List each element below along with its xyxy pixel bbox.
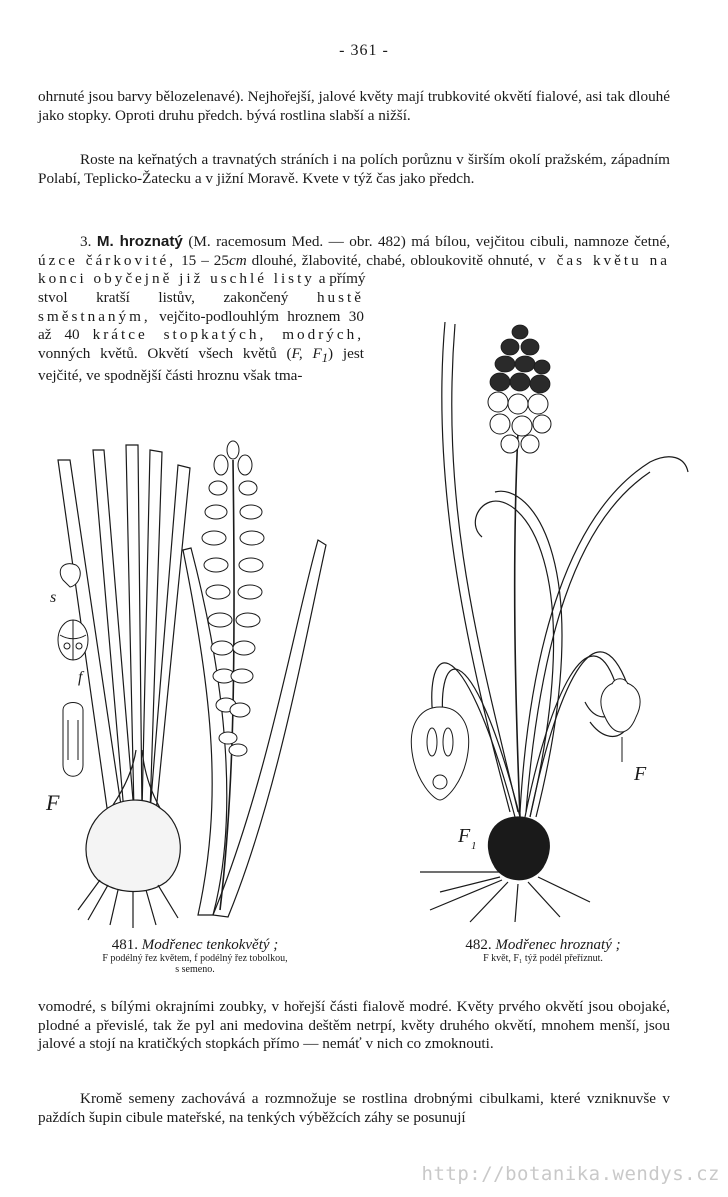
stem-481 <box>220 460 234 910</box>
figure-482-label-F1-sub: 1 <box>471 840 477 852</box>
paragraph-3-text-b: 15 – 25 <box>176 251 229 269</box>
figure-482-label-F1: F <box>458 825 471 847</box>
paragraph-3-narrow-c: vonných květů. Okvětí všech květů ( <box>38 344 292 362</box>
bulb-482 <box>488 817 549 880</box>
watermark-url: http://botanika.wendys.cz <box>421 1163 720 1185</box>
figure-481-subcaption-a: F podélný řez květem, f podélný řez tobolkou, <box>102 953 288 964</box>
paragraph-3-text-a: (M. racemosum Med. — obr. 482) má bílou, vejčitou cibuli, namnoze četné, <box>182 233 670 250</box>
paragraph-5: Kromě semeny zachovává a rozmnožuje se rostlina drobnými cibulkami, které vzniknuvše v paždích šupin cibule mateřské, na tenkých výběžcích záhy se posunují <box>38 1090 670 1126</box>
figure-481-label-F: F <box>46 790 60 815</box>
figure-482-subcaption: F květ, F₁ týž podél přeříznut. <box>483 953 603 964</box>
paragraph-3-spaced-c: hustě směstnaným, <box>38 289 364 325</box>
paragraph-3-narrow-b: vejčito-podlouhlým hroznem 30 až 40 <box>38 307 364 343</box>
stem-482 <box>515 432 520 817</box>
figure-482-number: 482. <box>465 937 492 953</box>
figure-481-subcaption-b: s semeno. <box>175 964 215 975</box>
figure-481-number: 481. <box>111 937 138 953</box>
figure-481-caption <box>50 938 340 975</box>
paragraph-3-text-c: dlouhé, žlabovité, chabé, obloukovitě ohnuté, <box>246 251 539 269</box>
figure-482-title: Modřenec hroznatý ; <box>495 937 621 953</box>
figure-482-label-F: F <box>634 763 647 785</box>
paragraph-1: ohrnuté jsou barvy bělozelenavé). Nejhořejší, jalové květy mají trubkovité okvětí fialové, asi tak dlouhé jako stopky. Oproti druhu předch. bývá rostlina slabší a nižší. <box>38 88 670 124</box>
figure-482-illustration <box>400 312 690 924</box>
figure-481-illustration <box>38 420 338 930</box>
paragraph-3-spaced-a: úzce čárkovité, <box>38 251 177 269</box>
paragraph-3-narrow-a: stvol kratší listův, zakončený <box>38 289 317 306</box>
leaf-481-right <box>213 540 326 917</box>
paragraph-3-unit: cm <box>228 251 247 269</box>
paragraph-3-text-d: a přímý <box>314 270 366 287</box>
leaf-481-broad <box>183 548 227 915</box>
flower-label-inline: F, F <box>291 344 322 362</box>
leaf-482-2 <box>520 457 688 812</box>
bulb-481 <box>86 800 180 891</box>
leaf-481-4 <box>142 450 162 812</box>
paragraph-3-narrow <box>38 289 364 386</box>
paragraph-3-spaced-b: v čas květu na konci obyčejně již uschlé listy <box>38 251 671 287</box>
flower-drawing-482 <box>601 682 640 732</box>
paragraph-3-narrow-d: ) jest vejčité, ve spodnější části hroznu však tma- <box>38 344 364 385</box>
figure-481-title: Modřenec tenkokvětý ; <box>141 937 279 953</box>
paragraph-3-spaced-d: krátce stopkatých, modrých, <box>92 326 364 343</box>
flower-label-inline-sub: 1 <box>321 350 329 365</box>
species-name: M. hroznatý <box>96 233 183 250</box>
paragraph-3 <box>38 233 670 289</box>
raceme-482 <box>490 325 550 393</box>
figure-481-label-f: f <box>78 669 83 686</box>
seed-drawing <box>60 564 80 587</box>
figure-481-label-s: s <box>50 589 57 606</box>
paragraph-4: vomodré, s bílými okrajními zoubky, v hořejší části fialově modré. Květy prvého okvětí jsou obojaké, plodné a převislé, tak že pyl ani medovina deštěm netrpí, květy druhého okvětí, mnohem menší, jsou jalové a stojí na kratičkých stopkách přímo — nemáť v nich co zmoknouti. <box>38 998 670 1052</box>
species-number: 3. <box>80 233 92 250</box>
flower-section-drawing <box>63 703 83 777</box>
figure-482-caption <box>418 938 668 964</box>
leaf-481-3 <box>126 445 142 812</box>
paragraph-2: Roste na keřnatých a travnatých stráních i na polích porůznu v širším okolí pražském, západním Polabí, Teplicko-Žatecku a v jižní Moravě. Kvete v týž čas jako předch. <box>38 151 670 187</box>
page-number: - 361 - <box>339 42 389 59</box>
